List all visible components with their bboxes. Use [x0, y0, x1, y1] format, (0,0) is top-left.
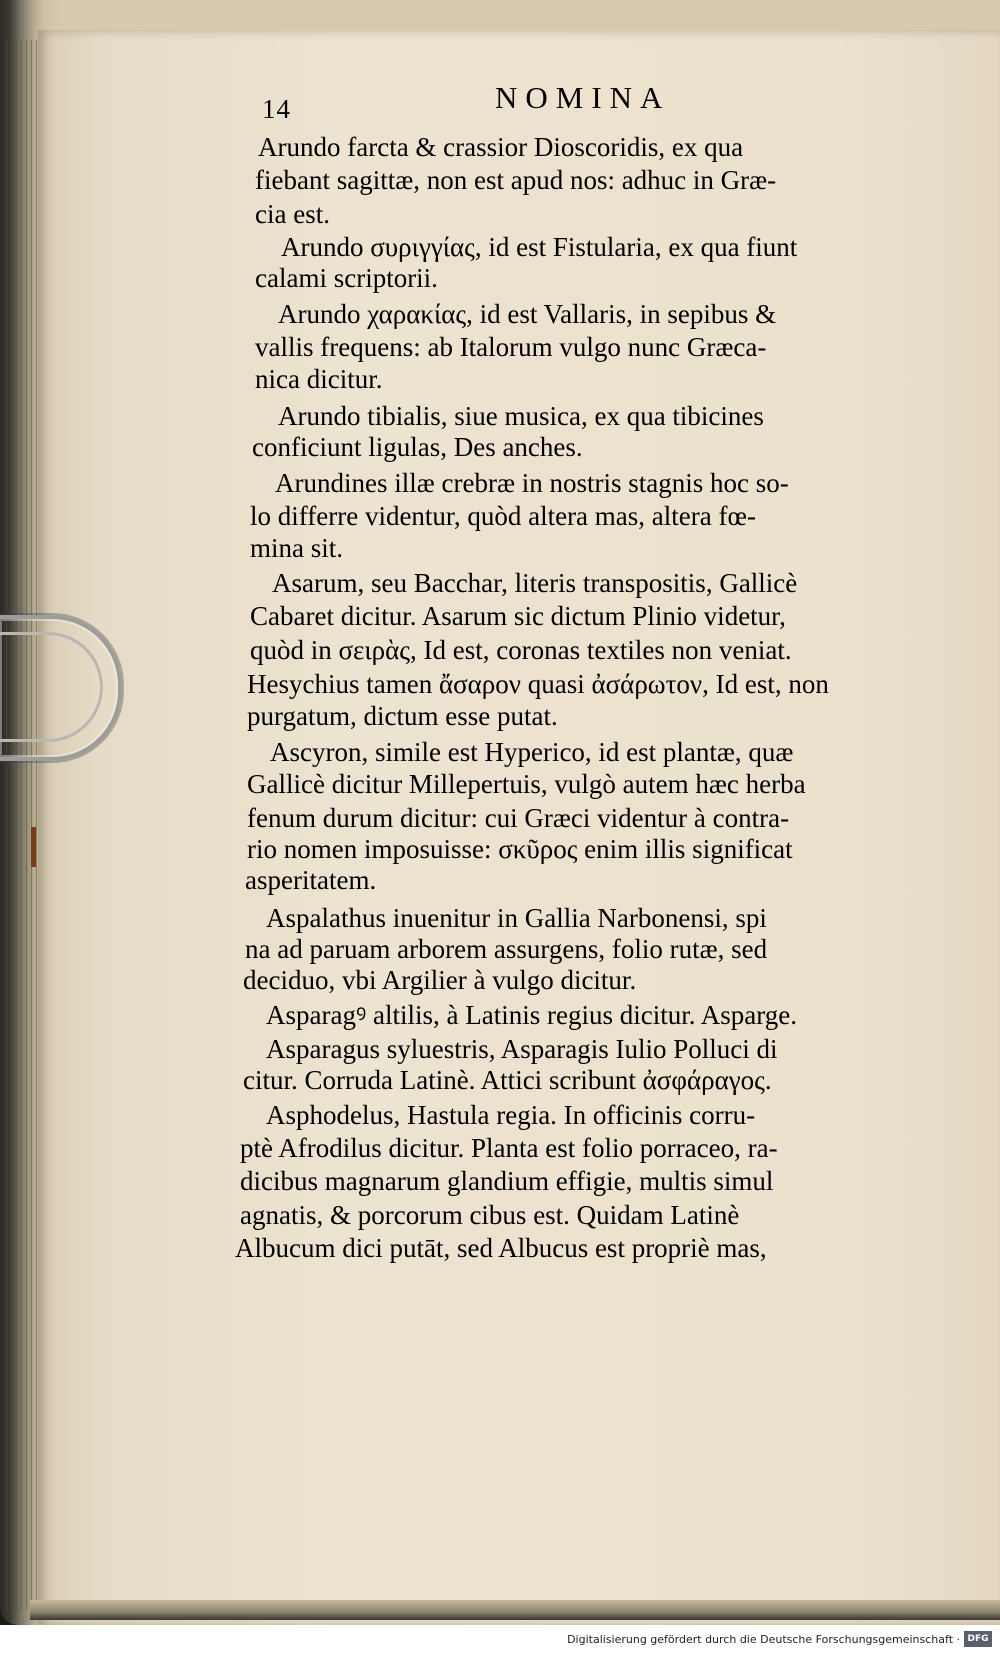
text-line: calami scriptorii. [255, 263, 438, 293]
text-line: Asarum, seu Bacchar, literis transpositis, Gallicè [272, 568, 798, 598]
text-line: agnatis, & porcorum cibus est. Quidam Latinè [240, 1200, 740, 1230]
text-line: Arundo συριγγίας, id est Fistularia, ex qua fiunt [281, 232, 798, 262]
text-line: citur. Corruda Latinè. Attici scribunt ἀσφάραγος. [243, 1065, 772, 1095]
text-line: Arundo farcta & crassior Dioscoridis, ex qua [258, 132, 744, 162]
text-line: vallis frequens: ab Italorum vulgo nunc Græca- [255, 332, 767, 362]
text-line: fenum durum dicitur: cui Græci videntur à contra- [247, 803, 790, 833]
funding-notice: Digitalisierung gefördert durch die Deutsche Forschungsgemeinschaft · [567, 1633, 960, 1646]
text-line: rio nomen imposuisse: σκῦρος enim illis significat [247, 834, 793, 864]
text-line: ptè Afrodilus dicitur. Planta est folio porraceo, ra- [240, 1133, 778, 1163]
text-line: Arundines illæ crebræ in nostris stagnis hoc so- [275, 468, 789, 498]
digitization-footer [0, 1625, 1000, 1655]
text-line: Aspalathus inuenitur in Gallia Narbonensi, spi [266, 903, 767, 933]
text-line: lo differre videntur, quòd altera mas, altera fœ- [250, 501, 756, 531]
text-line: fiebant sagittæ, non est apud nos: adhuc in Græ- [255, 165, 777, 195]
text-line: purgatum, dictum esse putat. [247, 701, 558, 731]
text-line: mina sit. [250, 533, 343, 563]
text-line: Cabaret dicitur. Asarum sic dictum Plinio videtur, [250, 601, 786, 631]
text-line: deciduo, vbi Argilier à vulgo dicitur. [243, 965, 637, 995]
stacked-page-edges [6, 40, 40, 1610]
text-line: Albucum dici putāt, sed Albucus est propriè mas, [235, 1233, 767, 1263]
rust-mark [31, 827, 36, 867]
text-line: Arundo tibialis, siue musica, ex qua tibicines [278, 401, 764, 431]
text-line: conficiunt ligulas, Des anches. [252, 432, 583, 462]
text-line: Hesychius tamen ἄσαρον quasi ἀσάρωτον, Id est, non [247, 669, 829, 699]
text-line: Asphodelus, Hastula regia. In officinis corru- [266, 1100, 756, 1130]
text-line: Asparagꝰ altilis, à Latinis regius dicitur. Asparge. [266, 1000, 797, 1030]
text-line: Asparagus syluestris, Asparagis Iulio Polluci di [266, 1034, 778, 1064]
running-head: NOMINA [495, 80, 671, 115]
text-line: asperitatem. [245, 865, 377, 895]
text-line: dicibus magnarum glandium effigie, multis simul [240, 1166, 774, 1196]
dfg-logo: DFG [964, 1631, 992, 1647]
text-line: Ascyron, simile est Hyperico, id est plantæ, quæ [270, 737, 794, 767]
page-number: 14 [262, 94, 291, 124]
text-line: Gallicè dicitur Millepertuis, vulgò autem hæc herba [247, 769, 806, 799]
text-line: Arundo χαρακίας, id est Vallaris, in sepibus & [278, 299, 777, 329]
text-line: cia est. [255, 199, 330, 229]
text-line: na ad paruam arborem assurgens, folio rutæ, sed [245, 934, 768, 964]
page-bottom-edge [30, 1600, 1000, 1620]
text-line: nica dicitur. [255, 364, 383, 394]
text-line: quòd in σειρὰς, Id est, coronas textiles non veniat. [250, 635, 792, 665]
